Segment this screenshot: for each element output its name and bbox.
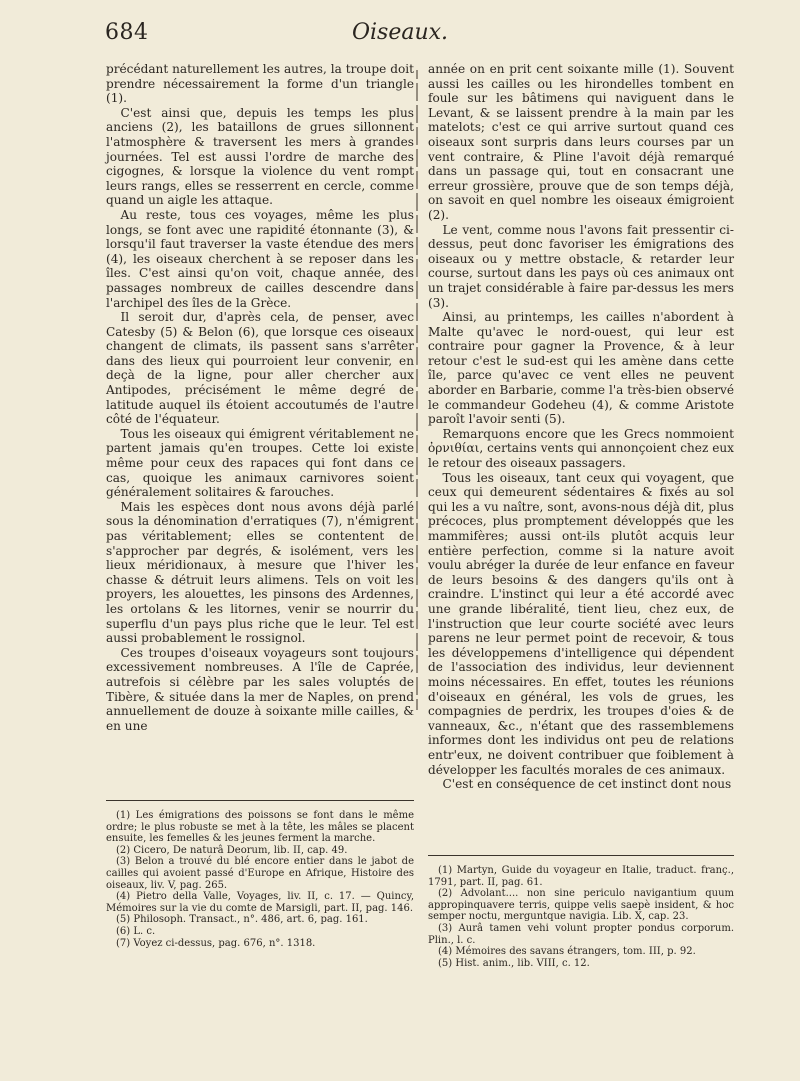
- footnote: (1) Les émigrations des poissons se font dans le même ordre; le plus robuste se met à la tête, les mâles se placent ensuite, les femelles & les jeunes ferment la marche.: [106, 810, 414, 845]
- paragraph: année on en prit cent soixante mille (1). Souvent aussi les cailles ou les hirondelles tombent en foule sur les bâtimens qui naviguent dans le Levant, & se laissent prendre à la main par les matelots; c'est ce qui arrive surtout quand ces oiseaux sont surpris dans leurs courses par un vent contraire, & Pline l'avoit déjà remarqué dans un passage qui, tout en consacrant une erreur grossière, prouve que de son temps déjà, on savoit en quel nombre les oiseaux émigroient (2).: [428, 62, 734, 222]
- right-text-column: [428, 62, 734, 792]
- footnote-rule-right: [428, 855, 734, 856]
- footnote: (2) Cicero, De naturâ Deorum, lib. II, cap. 49.: [116, 844, 348, 856]
- paragraph: C'est en conséquence de cet instinct dont nous: [442, 777, 732, 792]
- left-footnotes: [106, 810, 414, 949]
- paragraph: Mais les espèces dont nous avons déjà parlé sous la dénomination d'erratiques (7), n'émigrent pas véritablement; elles se contentent de s'approcher par degrés, & isolément, vers les lieux méridionaux, à mesure que l'hiver les chasse & détruit leurs alimens. Tels on voit les proyers, les alouettes, les pinsons des Ardennes, les ortolans & les litornes, venir se nourrir du superflu d'un pays plus riche que le leur. Tel est aussi probablement le rossignol.: [106, 499, 414, 646]
- footnote: (4) Mémoires des savans étrangers, tom. III, p. 92.: [438, 946, 696, 958]
- footnote: (5) Philosoph. Transact., n°. 486, art. 6, pag. 161.: [116, 914, 368, 926]
- left-text-column: [106, 62, 414, 733]
- page-number: 684: [105, 20, 149, 45]
- footnote: (3) Belon a trouvé du blé encore entier dans le jabot de cailles qui avoient passé d'Europe en Afrique, Histoire des oiseaux, liv. V, pag. 265.: [106, 856, 414, 891]
- footnote: (2) Advolant.... non sine periculo navigantium quum appropinquavere terris, quippe velis saepè insident, & hoc semper noctu, merguntque navigia. Lib. X, cap. 23.: [428, 888, 734, 923]
- paragraph: Remarquons encore que les Grecs nommoient ὀρνιθίαι, certains vents qui annonçoient chez eux le retour des oiseaux passagers.: [428, 426, 734, 471]
- paragraph: Il seroit dur, d'après cela, de penser, avec Catesby (5) & Belon (6), que lorsque ces oiseaux changent de climats, ils passent sans s'arrêter dans des lieux qui pourroient leur convenir, en deçà de la ligne, pour aller chercher aux Antipodes, précisément le même degré de latitude auquel ils étoient accoutumés de l'autre côté de l'équateur.: [106, 310, 414, 427]
- paragraph: Le vent, comme nous l'avons fait pressentir ci-dessus, peut donc favoriser les émigrations des oiseaux ou y mettre obstacle, & retarder leur course, surtout dans les pays où ces animaux ont un trajet considérable à faire par-dessus les mers (3).: [428, 222, 734, 310]
- footnote: (6) L. c.: [116, 925, 156, 937]
- column-gutter-shadow: [416, 70, 418, 710]
- paragraph: Au reste, tous ces voyages, même les plus longs, se font avec une rapidité étonnante (3), & lorsqu'il faut traverser la vaste étendue des mers (4), les oiseaux cherchent à se reposer dans les îles. C'est ainsi qu'on voit, chaque année, des passages nombreux de cailles descendre dans l'archipel des îles de la Grèce.: [106, 207, 414, 310]
- footnote-rule-left: [106, 800, 414, 801]
- footnote: (3) Aurâ tamen vehi volunt propter pondus corporum. Plin., l. c.: [428, 922, 734, 946]
- paragraph: Ces troupes d'oiseaux voyageurs sont toujours excessivement nombreuses. A l'île de Caprée, autrefois si célèbre par les sales voluptés de Tibère, & située dans la mer de Naples, on prend annuellement de douze à soixante mille cailles, & en une: [106, 645, 414, 733]
- footnote: (7) Voyez ci-dessus, pag. 676, n°. 1318.: [116, 937, 316, 949]
- paragraph: C'est ainsi que, depuis les temps les plus anciens (2), les bataillons de grues sillonnent l'atmosphère & traversent les mers à grandes journées. Tel est aussi l'ordre de marche des cigognes, & lorsque la violence du vent rompt leurs rangs, elles se resserrent en cercle, comme quand un aigle les attaque.: [106, 105, 414, 208]
- footnote: (5) Hist. anim., lib. VIII, c. 12.: [438, 957, 590, 969]
- paragraph: Tous les oiseaux, tant ceux qui voyagent, que ceux qui demeurent sédentaires & fixés au sol qui les a vu naître, sont, avons-nous déjà dit, plus précoces, plus promptement développés que les mammifères; aussi ont-ils plutôt acquis leur entière perfection, comme si la nature avoit voulu abréger la durée de leur enfance en faveur de leurs besoins & des dangers qu'ils ont à craindre. L'instinct qui leur a été accordé avec une grande libéralité, tient lieu, chez eux, de l'instruction que leur courte société avec leurs parens ne leur permet point de recevoir, & tous les développemens d'intelligence qui dépendent de l'association des individus, leur deviennent moins nécessaires. En effet, toutes les réunions d'oiseaux en général, les vols de grues, les compagnies de perdrix, les troupes d'oies & de vanneaux, &c., n'étant que des rassemblemens informes dont les individus ont peu de relations entr'eux, ne doivent contribuer que foiblement à développer les facultés morales de ces animaux.: [428, 470, 734, 777]
- paragraph: Tous les oiseaux qui émigrent véritablement ne partent jamais qu'en troupes. Cette loi existe même pour ceux des rapaces qui font dans ce cas, quoique les animaux carnivores soient généralement solitaires & farouches.: [106, 426, 414, 500]
- paragraph: Ainsi, au printemps, les cailles n'abordent à Malte qu'avec le nord-ouest, qui leur est contraire pour gagner la Provence, & à leur retour c'est le sud-est qui les amène dans cette île, parce qu'avec ce vent elles ne peuvent aborder en Barbarie, comme l'a très-bien observé le commandeur Godeheu (4), & comme Aristote paroît l'avoir senti (5).: [428, 310, 734, 427]
- paragraph: précédant naturellement les autres, la troupe doit prendre nécessairement la forme d'un triangle (1).: [106, 62, 414, 106]
- running-title: Oiseaux.: [351, 20, 449, 45]
- right-footnotes: [428, 865, 734, 969]
- footnote: (1) Martyn, Guide du voyageur en Italie, traduct. franç., 1791, part. II, pag. 61.: [428, 865, 734, 888]
- footnote: (4) Pietro della Valle, Voyages, liv. II, c. 17. — Quincy, Mémoires sur la vie du comte de Marsigli, part. II, pag. 146.: [106, 891, 414, 914]
